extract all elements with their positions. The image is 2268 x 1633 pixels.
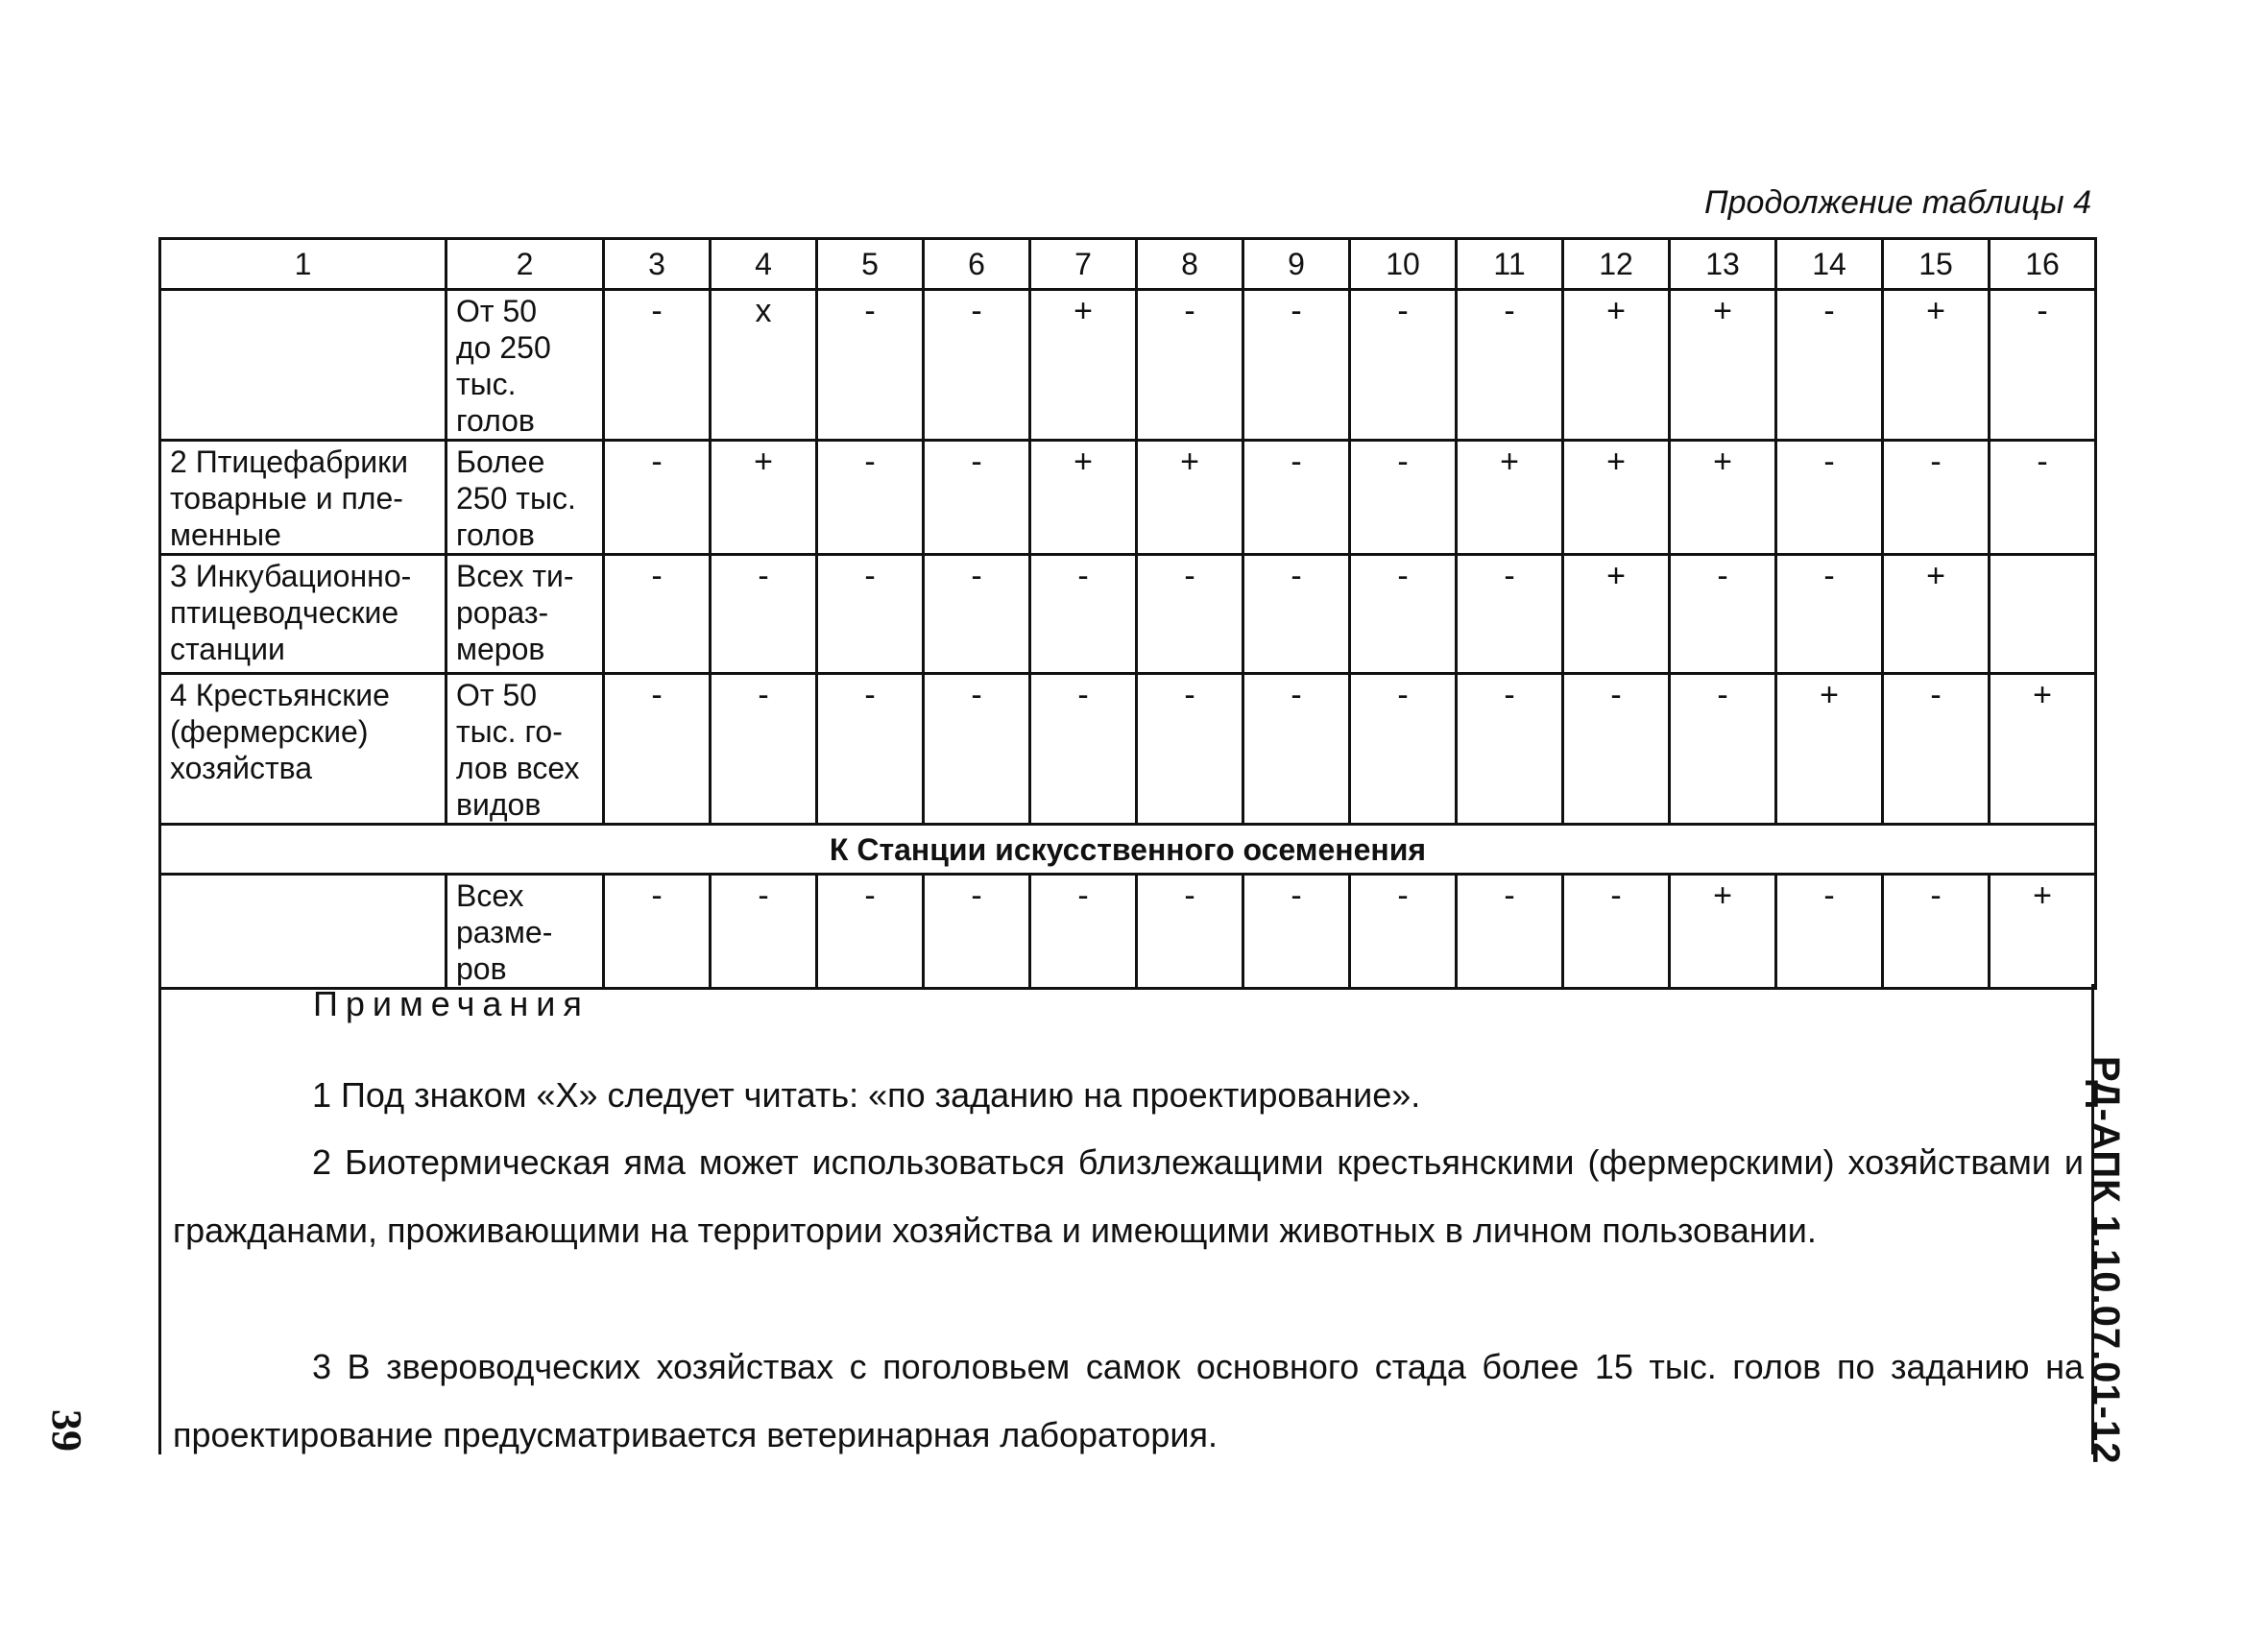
column-number-header: 3 xyxy=(604,239,711,290)
mark-cell: - xyxy=(711,674,817,825)
size-cell: Всех разме- ров xyxy=(446,875,604,989)
note-item-3: 3 В звероводческих хозяйствах с поголовьем самок основного стада более 15 тыс. голов по заданию на проектирование предусматривается ветеринарная лаборатория. xyxy=(173,1347,2084,1454)
mark-cell: - xyxy=(817,441,924,555)
size-cell: От 50 тыс. го- лов всех видов xyxy=(446,674,604,825)
mark-cell: - xyxy=(1563,875,1670,989)
mark-cell: - xyxy=(1350,290,1457,441)
mark-cell: - xyxy=(1030,674,1137,825)
column-number-header: 6 xyxy=(924,239,1030,290)
mark-cell: - xyxy=(1776,290,1883,441)
note-item-1: 1 Под знаком «Х» следует читать: «по заданию на проектирование». xyxy=(312,1075,1421,1115)
column-number-header: 5 xyxy=(817,239,924,290)
mark-cell: - xyxy=(817,290,924,441)
mark-cell: - xyxy=(1457,290,1563,441)
section-row xyxy=(160,825,2096,875)
column-number-header: 9 xyxy=(1243,239,1350,290)
data-table xyxy=(158,237,2097,990)
mark-cell: - xyxy=(604,875,711,989)
mark-cell: - xyxy=(924,441,1030,555)
mark-cell: + xyxy=(1137,441,1243,555)
mark-cell: - xyxy=(1457,674,1563,825)
mark-cell: - xyxy=(1350,674,1457,825)
size-cell: Более 250 тыс. голов xyxy=(446,441,604,555)
mark-cell: + xyxy=(711,441,817,555)
mark-cell: + xyxy=(1670,441,1776,555)
column-number-header: 2 xyxy=(446,239,604,290)
mark-cell: - xyxy=(1670,555,1776,674)
mark-cell: - xyxy=(1883,875,1990,989)
mark-cell: + xyxy=(1670,875,1776,989)
mark-cell: - xyxy=(711,555,817,674)
mark-cell: - xyxy=(924,875,1030,989)
mark-cell: + xyxy=(1563,290,1670,441)
mark-cell xyxy=(1990,555,2096,674)
notes-block xyxy=(158,984,2094,1454)
mark-cell: - xyxy=(604,441,711,555)
table-row xyxy=(160,441,2096,555)
mark-cell: - xyxy=(1030,875,1137,989)
mark-cell: - xyxy=(1776,441,1883,555)
mark-cell: - xyxy=(1883,674,1990,825)
mark-cell: - xyxy=(1990,441,2096,555)
mark-cell: - xyxy=(1137,555,1243,674)
category-cell: 3 Инкубационно- птицеводческие станции xyxy=(160,555,446,674)
mark-cell: - xyxy=(1243,875,1350,989)
table-row xyxy=(160,290,2096,441)
mark-cell: + xyxy=(1883,555,1990,674)
column-number-header: 14 xyxy=(1776,239,1883,290)
page-number: 39 xyxy=(43,1409,90,1452)
column-number-header: 12 xyxy=(1563,239,1670,290)
mark-cell: + xyxy=(1990,674,2096,825)
mark-cell: - xyxy=(817,555,924,674)
mark-cell: - xyxy=(1776,875,1883,989)
category-cell: 4 Крестьянские (фермерские) хозяйства xyxy=(160,674,446,825)
mark-cell: + xyxy=(1563,555,1670,674)
header-row xyxy=(160,239,2096,290)
mark-cell: - xyxy=(817,875,924,989)
size-cell: От 50 до 250 тыс. голов xyxy=(446,290,604,441)
mark-cell: - xyxy=(1243,441,1350,555)
section-title: К Станции искусственного осеменения xyxy=(160,825,2096,875)
document-code: РД-АПК 1.10.07.01-12 xyxy=(2085,1056,2127,1465)
mark-cell: + xyxy=(1883,290,1990,441)
category-cell: 2 Птицефабрики товарные и пле- менные xyxy=(160,441,446,555)
table-row xyxy=(160,875,2096,989)
mark-cell: - xyxy=(1776,555,1883,674)
mark-cell: + xyxy=(1776,674,1883,825)
column-number-header: 16 xyxy=(1990,239,2096,290)
column-number-header: 10 xyxy=(1350,239,1457,290)
column-number-header: 1 xyxy=(160,239,446,290)
table-caption: Продолжение таблицы 4 xyxy=(1704,184,2091,221)
category-cell xyxy=(160,875,446,989)
mark-cell: - xyxy=(1243,674,1350,825)
size-cell: Всех ти- pораз- меров xyxy=(446,555,604,674)
mark-cell: - xyxy=(1350,555,1457,674)
mark-cell: + xyxy=(1030,290,1137,441)
table-row xyxy=(160,674,2096,825)
mark-cell: - xyxy=(1350,875,1457,989)
mark-cell: - xyxy=(711,875,817,989)
mark-cell: - xyxy=(924,555,1030,674)
mark-cell: - xyxy=(1457,555,1563,674)
table-row xyxy=(160,555,2096,674)
mark-cell: - xyxy=(1670,674,1776,825)
mark-cell: - xyxy=(604,674,711,825)
mark-cell: - xyxy=(604,555,711,674)
mark-cell: - xyxy=(1137,674,1243,825)
mark-cell: + xyxy=(1457,441,1563,555)
column-number-header: 15 xyxy=(1883,239,1990,290)
mark-cell: + xyxy=(1990,875,2096,989)
mark-cell: - xyxy=(924,674,1030,825)
mark-cell: + xyxy=(1563,441,1670,555)
mark-cell: - xyxy=(924,290,1030,441)
mark-cell: х xyxy=(711,290,817,441)
mark-cell: - xyxy=(1030,555,1137,674)
mark-cell: - xyxy=(604,290,711,441)
mark-cell: - xyxy=(1883,441,1990,555)
mark-cell: - xyxy=(1137,290,1243,441)
mark-cell: - xyxy=(1137,875,1243,989)
mark-cell: - xyxy=(817,674,924,825)
notes-title: Примечания xyxy=(313,984,590,1023)
column-number-header: 7 xyxy=(1030,239,1137,290)
mark-cell: - xyxy=(1990,290,2096,441)
note-item-2: 2 Биотермическая яма может использоваться близлежащими крестьянскими (фермерскими) хозяйствами и гражданами, проживающими на территории хозяйства и имеющими животных в личном пользовании. xyxy=(173,1142,2084,1250)
mark-cell: - xyxy=(1350,441,1457,555)
column-number-header: 13 xyxy=(1670,239,1776,290)
mark-cell: + xyxy=(1670,290,1776,441)
mark-cell: - xyxy=(1243,290,1350,441)
mark-cell: - xyxy=(1563,674,1670,825)
column-number-header: 11 xyxy=(1457,239,1563,290)
column-number-header: 4 xyxy=(711,239,817,290)
mark-cell: + xyxy=(1030,441,1137,555)
column-number-header: 8 xyxy=(1137,239,1243,290)
mark-cell: - xyxy=(1457,875,1563,989)
mark-cell: - xyxy=(1243,555,1350,674)
category-cell xyxy=(160,290,446,441)
